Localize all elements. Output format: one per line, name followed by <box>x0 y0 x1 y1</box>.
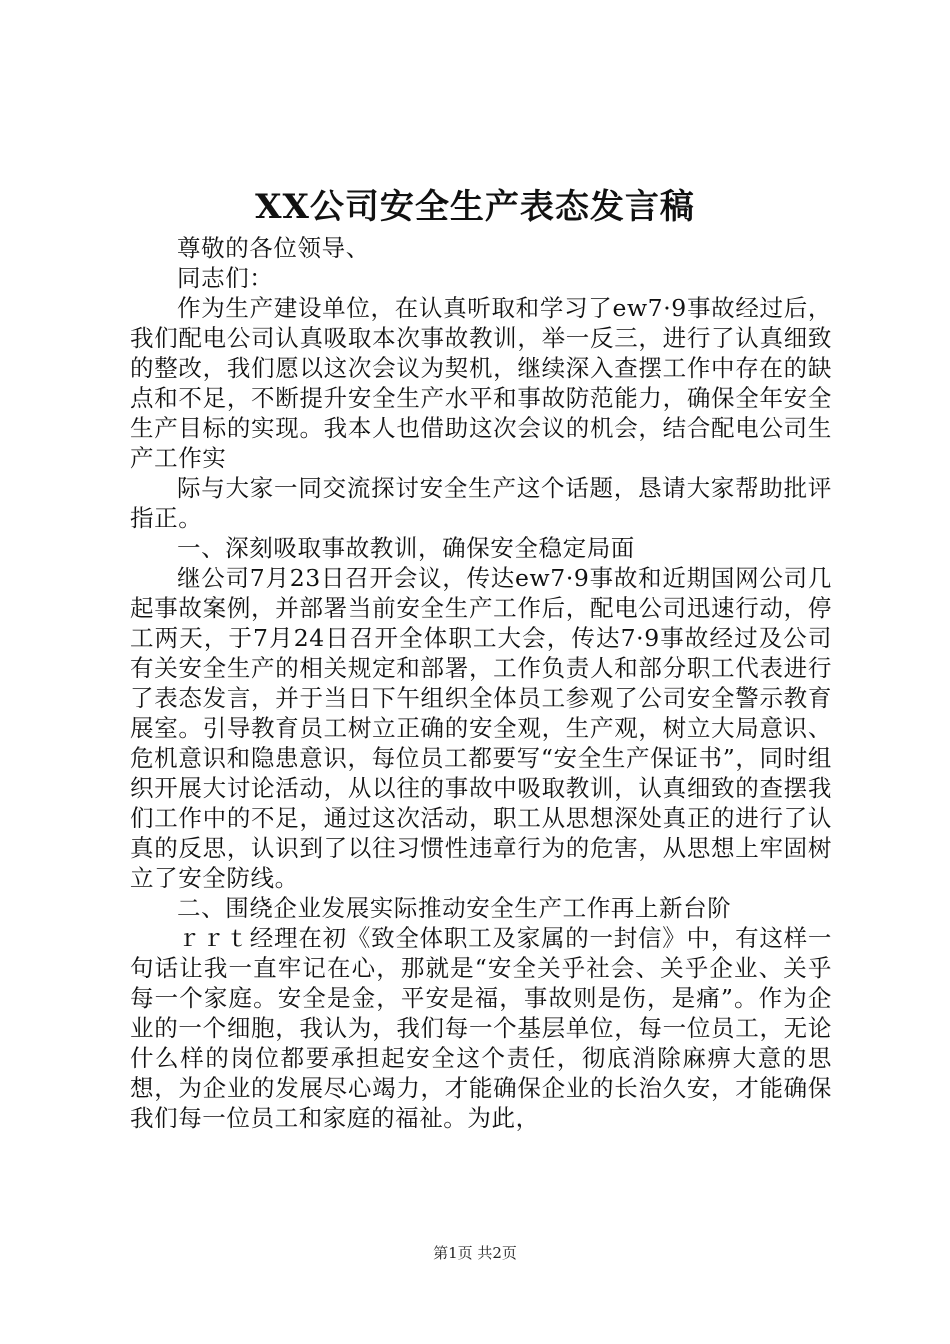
section-heading-1: 一、深刻吸取事故教训，确保安全稳定局面 <box>177 534 635 562</box>
paragraph-intro-continued: 际与大家一同交流探讨安全生产这个话题，恳请大家帮助批评指正。 <box>130 474 832 532</box>
document-title: XX公司安全生产表态发言稿 <box>255 187 695 227</box>
salutation-line-1: 尊敬的各位领导、 <box>177 234 370 262</box>
salutation-line-2: 同志们： <box>177 264 274 292</box>
paragraph-section-2: ｒｒｔ经理在初《致全体职工及家属的一封信》中，有这样一句话让我一直牢记在心，那就是“安全关乎社会、关乎企业、关乎每一个家庭。安全是金，平安是福，事故则是伤，是痛”。作为企业的一个细胞，我认为，我们每一个基层单位，每一位员工，无论什么样的岗位都要承担起安全这个责任，彻底消除麻痹大意的思想，为企业的发展尽心竭力，才能确保企业的长治久安，才能确保我们每一位员工和家庭的福祉。为此， <box>130 924 832 1132</box>
page-number-footer: 第1页 共2页 <box>433 1244 517 1262</box>
paragraph-section-1: 继公司7月23日召开会议，传达ew7·9事故和近期国网公司几起事故案例，并部署当前安全生产工作后，配电公司迅速行动，停工两天，于7月24日召开全体职工大会，传达7·9事故经过及公司有关安全生产的相关规定和部署，工作负责人和部分职工代表进行了表态发言，并于当日下午组织全体员工参观了公司安全警示教育展室。引导教育员工树立正确的安全观，生产观，树立大局意识、危机意识和隐患意识，每位员工都要写“安全生产保证书”，同时组织开展大讨论活动，从以往的事故中吸取教训，认真细致的查摆我们工作中的不足，通过这次活动，职工从思想深处真正的进行了认真的反思，认识到了以往习惯性违章行为的危害，从思想上牢固树立了安全防线。 <box>130 564 832 892</box>
paragraph-intro: 作为生产建设单位，在认真听取和学习了ew7·9事故经过后，我们配电公司认真吸取本次事故教训，举一反三，进行了认真细致的整改，我们愿以这次会议为契机，继续深入查摆工作中存在的缺点和不足，不断提升安全生产水平和事故防范能力，确保全年安全生产目标的实现。我本人也借助这次会议的机会，结合配电公司生产工作实 <box>130 294 832 472</box>
document-body <box>130 233 832 1133</box>
section-heading-2: 二、围绕企业发展实际推动安全生产工作再上新台阶 <box>177 894 732 922</box>
